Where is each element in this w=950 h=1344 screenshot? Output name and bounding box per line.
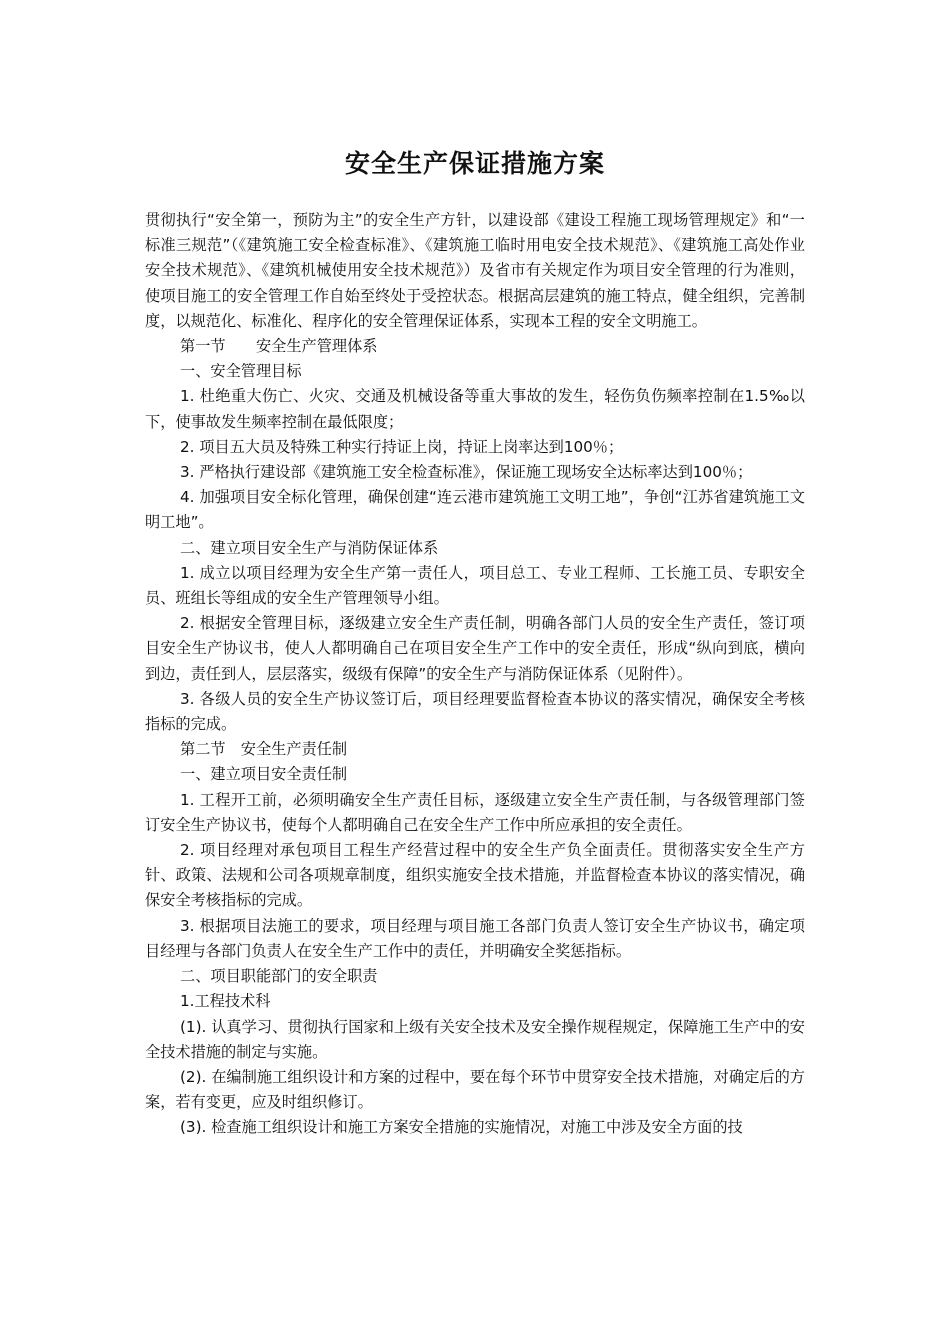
document-title: 安全生产保证措施方案	[344, 149, 605, 178]
subsection-heading: 一、建立项目安全责任制	[180, 765, 348, 784]
paragraph: 3. 各级人员的安全生产协议签订后，项目经理要监督检查本协议的落实情况，确保安全考核指标的完成。	[145, 689, 805, 734]
paragraph: 1. 工程开工前，必须明确安全生产责任目标，逐级建立安全生产责任制，与各级管理部门签订安全生产协议书，使每个人都明确自己在安全生产工作中所应承担的安全责任。	[145, 790, 805, 834]
section-heading: 第一节 安全生产管理体系	[180, 337, 378, 356]
paragraph: 贯彻执行“安全第一，预防为主”的安全生产方针，以建设部《建设工程施工现场管理规定》和“一标准三规范”（《建筑施工安全检查标准》、《建筑施工临时用电安全技术规范》、《建筑施工高处作业安全技术规范》、《建筑机械使用安全技术规范》）及省市有关规定作为项目安全管理的行为准则，使项目施工的安全管理工作自始至终处于受控状态。根据高层建筑的施工特点，健全组织，完善制度，以规范化、标准化、程序化的安全管理保证体系，实现本工程的安全文明施工。	[145, 211, 805, 330]
paragraph: (1). 认真学习、贯彻执行国家和上级有关安全技术及安全操作规程规定，保障施工生产中的安全技术措施的制定与实施。	[145, 1017, 805, 1061]
paragraph: 1. 杜绝重大伤亡、火灾、交通及机械设备等重大事故的发生，轻伤负伤频率控制在1.5‰以下，使事故发生频率控制在最低限度；	[145, 387, 805, 431]
paragraph: (3). 检查施工组织设计和施工方案安全措施的实施情况，对施工中涉及安全方面的技	[180, 1118, 743, 1137]
document-body	[145, 208, 805, 1141]
paragraph: 3. 严格执行建设部《建筑施工安全检查标准》，保证施工现场安全达标率达到100％；	[180, 463, 753, 482]
subsection-heading: 二、项目职能部门的安全职责	[180, 967, 378, 986]
paragraph: 3. 根据项目法施工的要求，项目经理与项目施工各部门负责人签订安全生产协议书，确定项目经理与各部门负责人在安全生产工作中的责任，并明确安全奖惩指标。	[145, 916, 805, 960]
paragraph: 4. 加强项目安全标化管理，确保创建“连云港市建筑施工文明工地”，争创“江苏省建筑施工文明工地”。	[145, 488, 805, 532]
paragraph: 1. 成立以项目经理为安全生产第一责任人，项目总工、专业工程师、工长施工员、专职安全员、班组长等组成的安全生产管理领导小组。	[145, 563, 805, 608]
subsection-heading: 一、安全管理目标	[180, 362, 302, 381]
paragraph: (2). 在编制施工组织设计和方案的过程中，要在每个环节中贯穿安全技术措施，对确定后的方案，若有变更，应及时组织修订。	[145, 1067, 805, 1112]
item-heading: 1.工程技术科	[180, 992, 271, 1011]
section-heading: 第二节 安全生产责任制	[180, 740, 348, 759]
subsection-heading: 二、建立项目安全生产与消防保证体系	[180, 538, 439, 557]
paragraph: 2. 根据安全管理目标，逐级建立安全生产责任制，明确各部门人员的安全生产责任，签订项目安全生产协议书，使人人都明确自己在项目安全生产工作中的安全责任，形成“纵向到底，横向到边，责任到人，层层落实，级级有保障”的安全生产与消防保证体系（见附件）。	[145, 614, 805, 683]
paragraph: 2. 项目五大员及特殊工种实行持证上岗，持证上岗率达到100％；	[180, 437, 624, 456]
paragraph: 2. 项目经理对承包项目工程生产经营过程中的安全生产负全面责任。贯彻落实安全生产方针、政策、法规和公司各项规章制度，组织实施安全技术措施，并监督检查本协议的落实情况，确保安全考核指标的完成。	[145, 841, 805, 910]
